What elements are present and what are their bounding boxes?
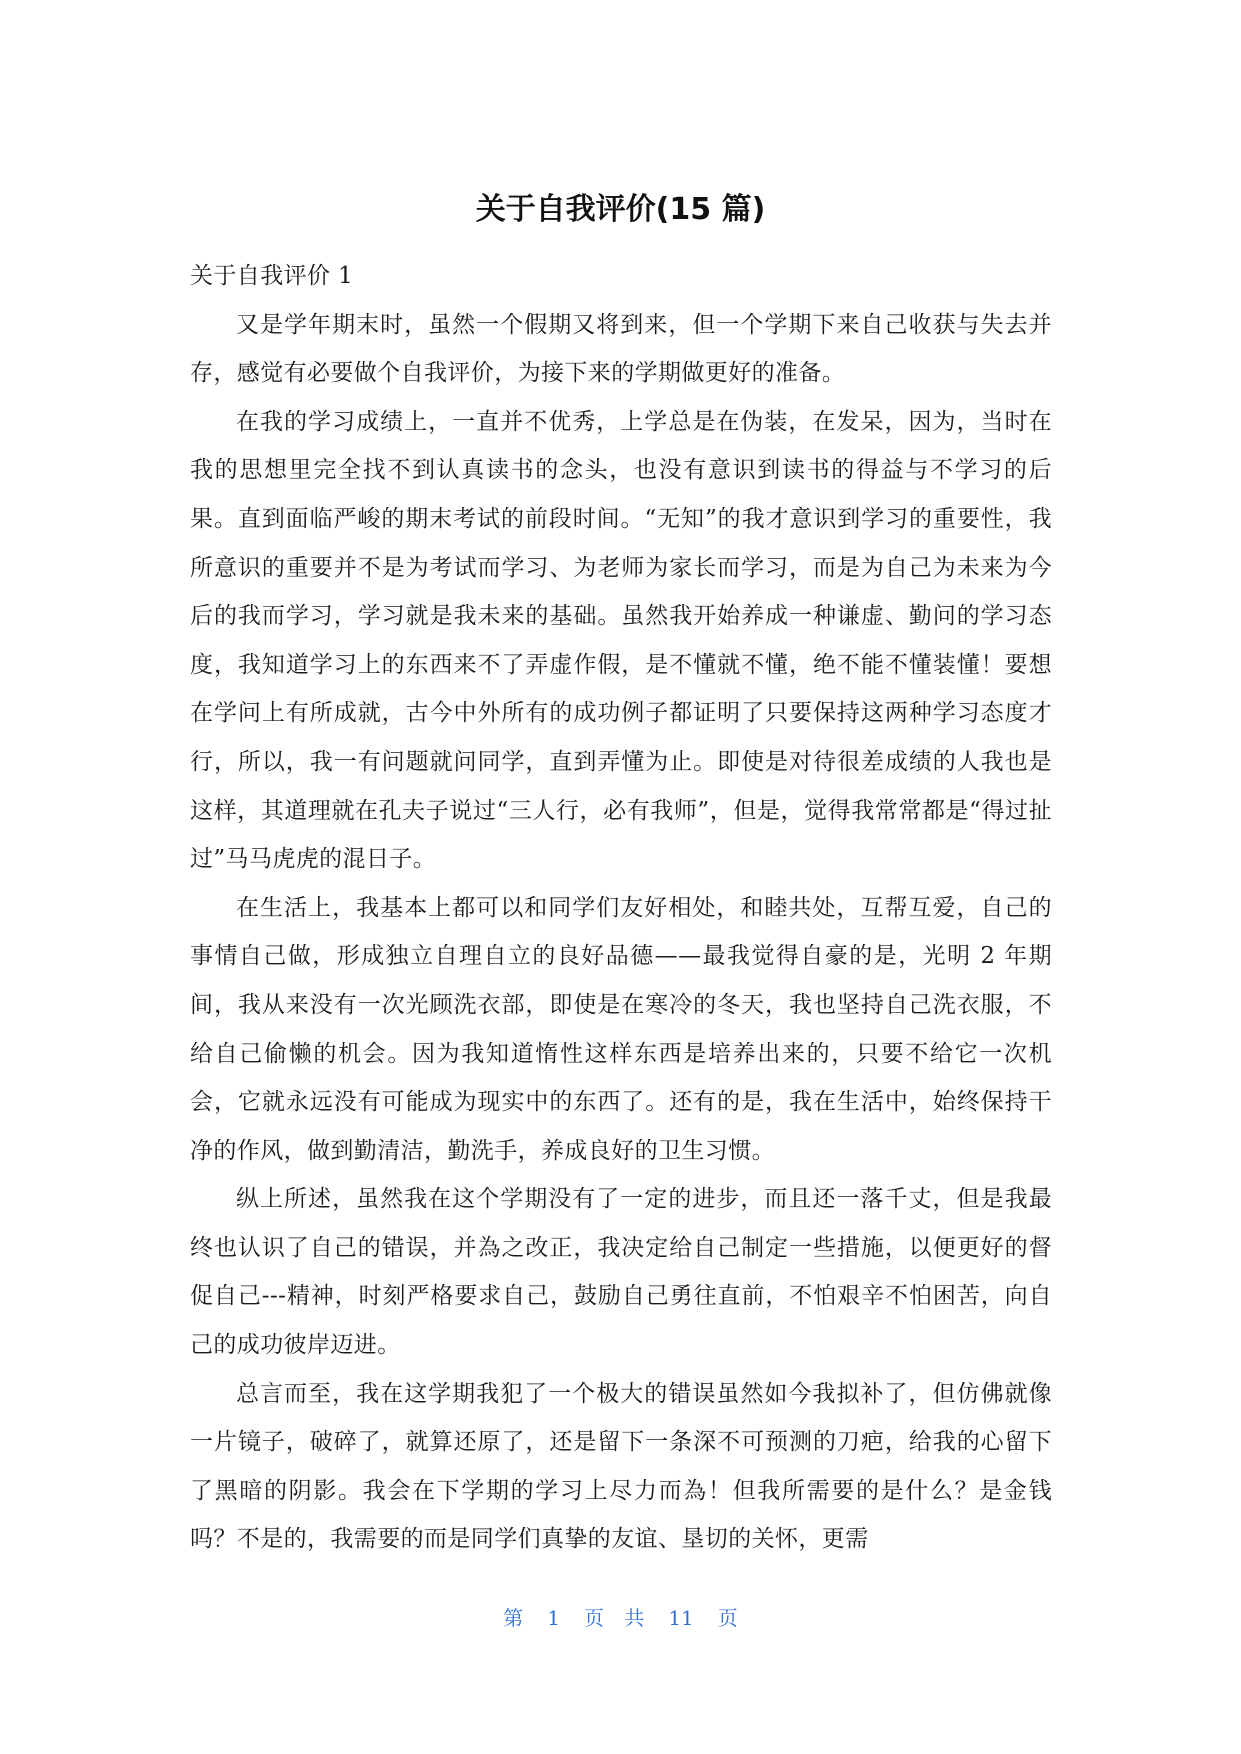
footer-total-pages: 11 [668,1606,694,1630]
footer-label-page: 第 [503,1606,524,1630]
section-heading: 关于自我评价 1 [190,263,354,289]
paragraph-5: 总言而至，我在这学期我犯了一个极大的错误虽然如今我拟补了，但仿佛就像一片镜子，破碎了，就算还原了，还是留下一条深不可预测的刀疤，给我的心留下了黑暗的阴影。我会在下学期的学习上尽力而為！但我所需要的是什么？是金钱吗？不是的，我需要的而是同学们真挚的友谊、垦切的关怀，更需 [190,1380,1052,1553]
document-body [190,252,1052,1564]
paragraph-3: 在生活上，我基本上都可以和同学们友好相处，和睦共处，互帮互爱，自己的事情自己做，形成独立自理自立的良好品德——最我觉得自豪的是，光明 2 年期间，我从来没有一次光顾洗衣部，即使是在寒冷的冬天，我也坚持自己洗衣服，不给自己偷懒的机会。因为我知道惰性这样东西是培养出来的，只要不给它一次机会，它就永远没有可能成为现实中的东西了。还有的是，我在生活中，始终保持干净的作风，做到勤清洁，勤洗手，养成良好的卫生习惯。 [190,894,1052,1164]
paragraph-4: 纵上所述，虽然我在这个学期没有了一定的进步，而且还一落千丈，但是我最终也认识了自己的错误，并為之改正，我决定给自己制定一些措施，以便更好的督促自己---精神，时刻严格要求自己，鼓励自己勇往直前，不怕艰辛不怕困苦，向自己的成功彼岸迈进。 [190,1186,1052,1359]
footer-label-pages: 页 [717,1606,738,1630]
paragraph-1: 又是学年期末时，虽然一个假期又将到来，但一个学期下来自己收获与失去并存，感觉有必要做个自我评价，为接下来的学期做更好的准备。 [190,311,1052,387]
footer-current-page: 1 [547,1606,560,1630]
paragraph-2: 在我的学习成绩上，一直并不优秀，上学总是在伪装，在发呆，因为，当时在我的思想里完全找不到认真读书的念头，也没有意识到读书的得益与不学习的后果。直到面临严峻的期末考试的前段时间。“无知”的我才意识到学习的重要性，我所意识的重要并不是为考试而学习、为老师为家长而学习，而是为自己为未来为今后的我而学习，学习就是我未来的基础。虽然我开始养成一种谦虚、勤问的学习态度，我知道学习上的东西来不了弄虚作假，是不懂就不懂，绝不能不懂装懂！要想在学问上有所成就，古今中外所有的成功例子都证明了只要保持这两种学习态度才行，所以，我一有问题就问同学，直到弄懂为止。即使是对待很差成绩的人我也是这样，其道理就在孔夫子说过“三人行，必有我师”，但是，觉得我常常都是“得过扯过”马马虎虎的混日子。 [190,408,1052,873]
document-title: 关于自我评价(15 篇) [475,192,766,227]
footer-label-of: 页 共 [583,1606,645,1630]
page-footer [0,1603,1241,1633]
